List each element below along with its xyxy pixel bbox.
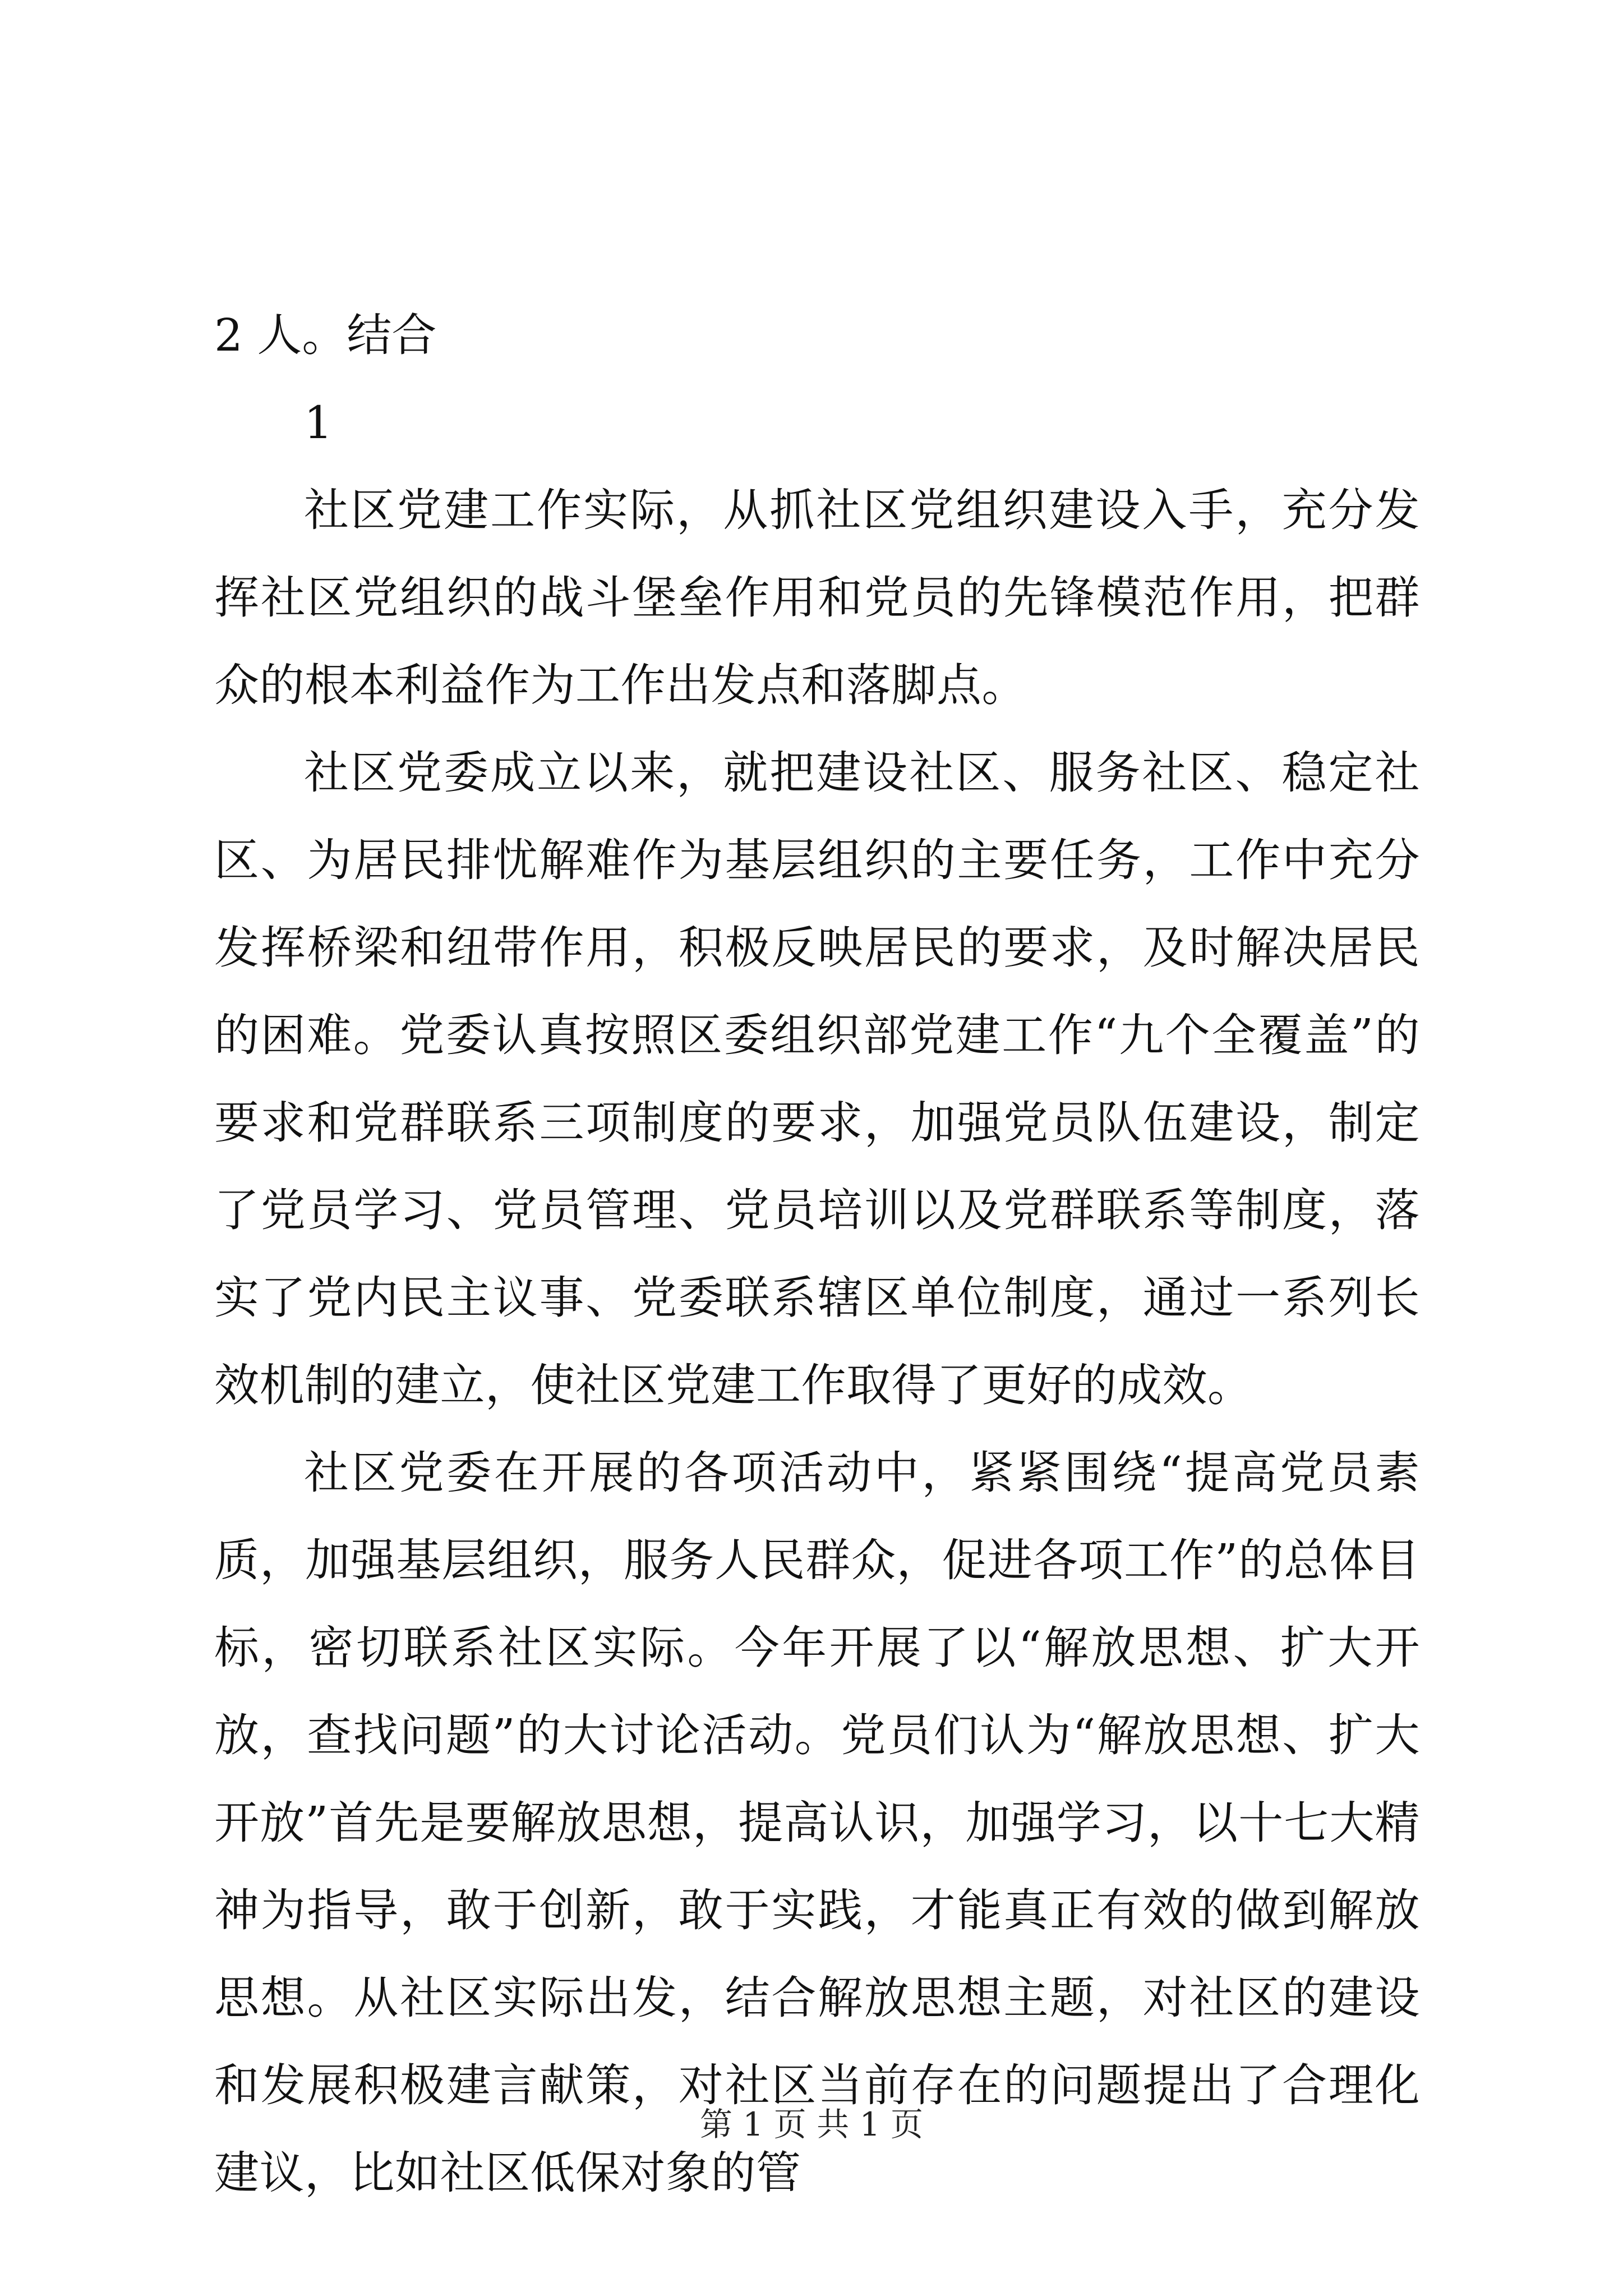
paragraph-1: 社区党建工作实际，从抓社区党组织建设入手，充分发挥社区党组织的战斗堡垒作用和党员的先锋模范作用，把群众的根本利益作为工作出发点和落脚点。: [214, 484, 1420, 711]
paragraph-2: 社区党委成立以来，就把建设社区、服务社区、稳定社区、为居民排忧解难作为基层组织的主要任务，工作中充分发挥桥梁和纽带作用，积极反映居民的要求，及时解决居民的困难。党委认真按照区委组织部党建工作“九个全覆盖”的要求和党群联系三项制度的要求，加强党员队伍建设，制定了党员学习、党员管理、党员培训以及党群联系等制度，落实了党内民主议事、党委联系辖区单位制度，通过一系列长效机制的建立，使社区党建工作取得了更好的成效。: [214, 747, 1420, 1411]
page-footer: 第 1 页 共 1 页: [700, 2105, 923, 2143]
fragment-line: 2 人。结合: [214, 309, 437, 361]
paragraph-3: 社区党委在开展的各项活动中，紧紧围绕“提高党员素质，加强基层组织，服务人民群众，促进各项工作”的总体目标，密切联系社区实际。今年开展了以“解放思想、扩大开放，查找问题”的大讨论活动。党员们认为“解放思想、扩大开放”首先是要解放思想，提高认识，加强学习，以十七大精神为指导，敢于创新，敢于实践，才能真正有效的做到解放思想。从社区实际出发，结合解放思想主题，对社区的建设和发展积极建言献策，对社区当前存在的问题提出了合理化建议，比如社区低保对象的管: [214, 1447, 1420, 2199]
document-body: [214, 292, 1420, 2217]
page-marker: 1: [304, 397, 333, 449]
